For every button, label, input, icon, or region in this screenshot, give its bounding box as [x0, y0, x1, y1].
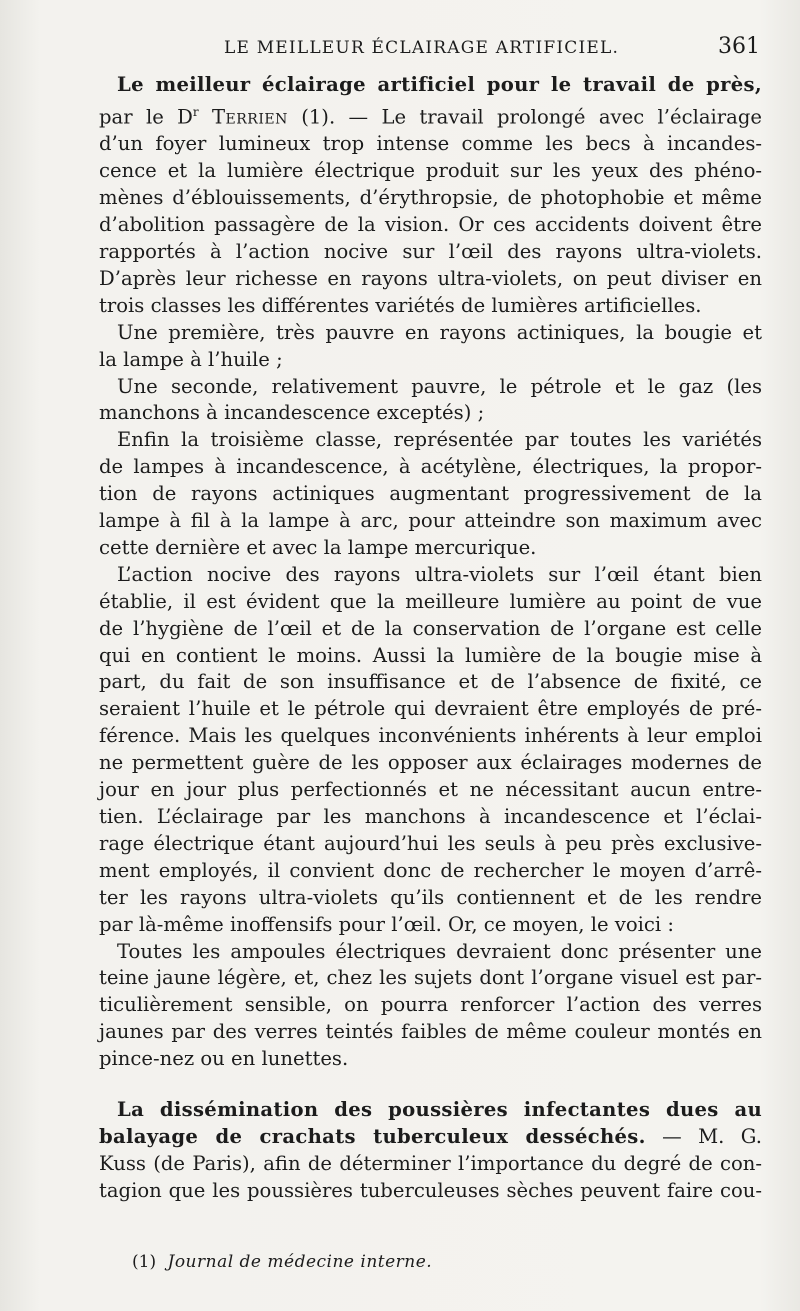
- text-line: trois classes les différentes variétés de lumières artificielles.: [99, 293, 702, 317]
- text-line: L’action nocive des rayons ultra-violets sur l’œil étant bien: [117, 562, 762, 586]
- section1-author-line: par le $D^r$ Terrien (1). — Le travail prolongé avec l’éclairage: [99, 104, 762, 129]
- footnote-text: Journal de médecine interne.: [167, 1252, 433, 1272]
- text-line: de l’hygiène de l’œil et de la conservation de l’organe est celle: [99, 616, 762, 640]
- text-line: jaunes par des verres teintés faibles de même couleur montés en: [99, 1020, 762, 1044]
- text-line: Une première, très pauvre en rayons actiniques, la bougie et: [117, 320, 762, 344]
- text-line: Une seconde, relativement pauvre, le pétrole et le gaz (les: [117, 374, 762, 398]
- text-line: seraient l’huile et le pétrole qui devraient être employés de pré-: [99, 697, 762, 721]
- text-line: d’abolition passagère de la vision. Or ces accidents doivent être: [99, 213, 762, 237]
- footnote: [132, 1252, 432, 1272]
- text-line: rage électrique étant aujourd’hui les seuls à peu près exclusive-: [99, 831, 762, 855]
- section2-heading-cont: balayage de crachats tuberculeux desséchés. — M. G.: [99, 1124, 762, 1148]
- section2-heading: La dissémination des poussières infectantes dues au: [117, 1098, 762, 1122]
- text-line: manchons à incandescence exceptés) ;: [99, 401, 485, 425]
- text-line: la lampe à l’huile ;: [99, 347, 283, 371]
- text-line: qui en contient le moins. Aussi la lumière de la bougie mise à: [99, 643, 762, 667]
- text-line: d’un foyer lumineux trop intense comme les becs à incandes-: [99, 132, 762, 156]
- text-line: jour en jour plus perfectionnés et ne nécessitant aucun entre-: [99, 778, 762, 802]
- text-line: cence et la lumière électrique produit sur les yeux des phéno-: [99, 159, 762, 183]
- text-line: tagion que les poussières tuberculeuses sèches peuvent faire cou-: [99, 1178, 762, 1202]
- text-line: mènes d’éblouissements, d’érythropsie, de photophobie et même: [99, 186, 762, 210]
- text-line: ne permettent guère de les opposer aux éclairages modernes de: [99, 751, 762, 775]
- section1-heading: Le meilleur éclairage artificiel pour le travail de près,: [117, 73, 762, 96]
- text-line: part, du fait de son insuffisance et de l’absence de fixité, ce: [99, 670, 762, 694]
- text-line: de lampes à incandescence, à acétylène, électriques, la propor-: [99, 455, 762, 479]
- running-head: [110, 34, 760, 64]
- text-line: tien. L’éclairage par les manchons à incandescence et l’éclai-: [99, 805, 762, 828]
- text-line: férence. Mais les quelques inconvénients inhérents à leur emploi: [99, 724, 762, 748]
- text-line: tion de rayons actiniques augmentant progressivement de la: [99, 482, 762, 506]
- text-line: D’après leur richesse en rayons ultra-violets, on peut diviser en: [99, 266, 762, 290]
- text-line: rapportés à l’action nocive sur l’œil des rayons ultra-violets.: [99, 239, 762, 263]
- footnote-mark: (1): [132, 1252, 157, 1272]
- text-line: ter les rayons ultra-violets qu’ils contiennent et de les rendre: [99, 885, 762, 909]
- author-name: Terrien: [211, 105, 288, 129]
- text-line: par là-même inoffensifs pour l’œil. Or, ce moyen, le voici :: [99, 912, 674, 936]
- page-number: 361: [718, 34, 760, 59]
- text-line: Kuss (de Paris), afin de déterminer l’importance du degré de con-: [99, 1151, 762, 1175]
- text-line: teine jaune légère, et, chez les sujets dont l’organe visuel est par-: [99, 966, 762, 990]
- text-line: Toutes les ampoules électriques devraient donc présenter une: [117, 939, 762, 963]
- body-text: [99, 72, 762, 1205]
- section-gap: [117, 1073, 762, 1097]
- text-line: pince-nez ou en lunettes.: [99, 1047, 349, 1071]
- text-line: établie, il est évident que la meilleure lumière au point de vue: [99, 589, 762, 613]
- text-line: Enfin la troisième classe, représentée par toutes les variétés: [117, 428, 762, 452]
- running-title: LE MEILLEUR ÉCLAIRAGE ARTIFICIEL.: [224, 38, 620, 58]
- text-line: ment employés, il convient donc de rechercher le moyen d’arrê-: [99, 858, 762, 882]
- text-line: lampe à fil à la lampe à arc, pour atteindre son maximum avec: [99, 509, 762, 533]
- text-line: cette dernière et avec la lampe mercurique.: [99, 535, 537, 559]
- text-line: ticulièrement sensible, on pourra renforcer l’action des verres: [99, 993, 762, 1017]
